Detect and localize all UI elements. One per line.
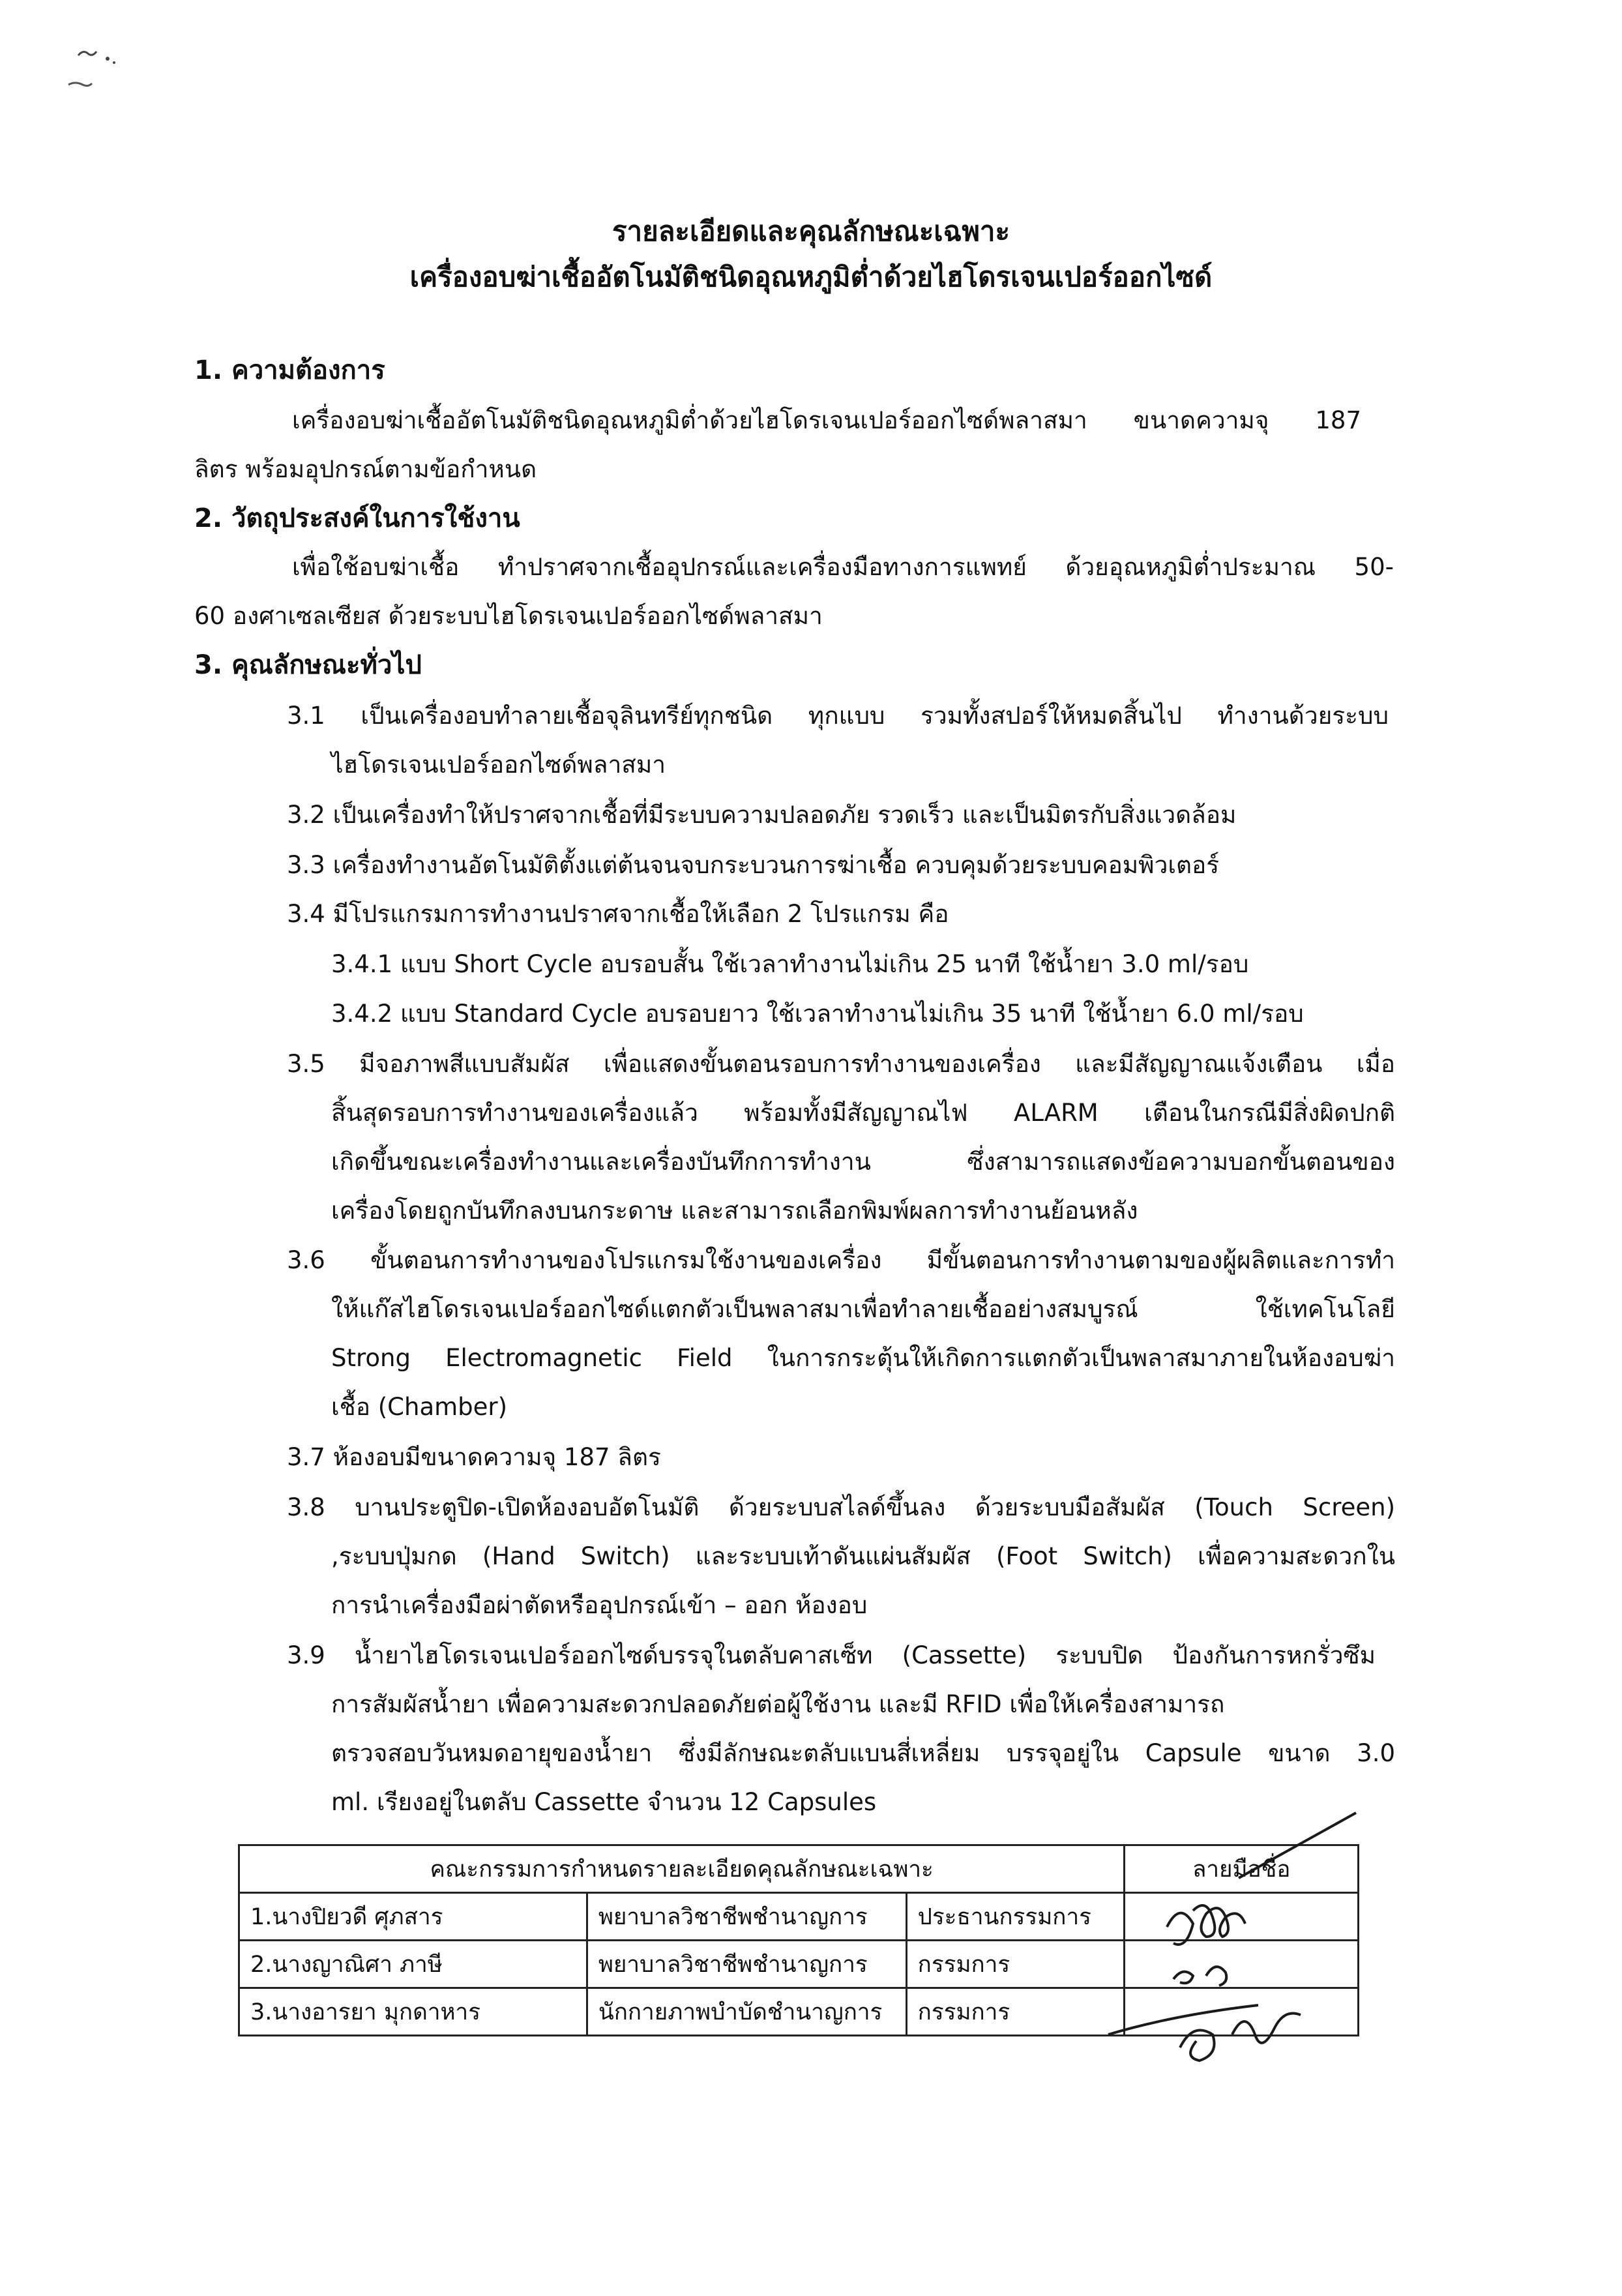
spec-item-3-8-cont: การนำเครื่องมือผ่าตัดหรืออุปกรณ์เข้า – ออก ห้องอบ [331, 1591, 868, 1619]
spec-item-3-8-cont: ,ระบบปุ่มกด (Hand Switch) และระบบเท้าดันแผ่นสัมผัส (Foot Switch) เพื่อความสะดวกใน [331, 1542, 1395, 1570]
spec-item-3-5-cont: เกิดขึ้นขณะเครื่องทำงานและเครื่องบันทึกการทำงาน ซึ่งสามารถแสดงข้อความบอกขั้นตอนของ [331, 1148, 1395, 1176]
member-role: กรรมการ [906, 1988, 1125, 2036]
table-row [239, 1941, 1359, 1988]
member-position: พยาบาลวิชาชีพชำนาญการ [587, 1941, 906, 1988]
member-position: พยาบาลวิชาชีพชำนาญการ [587, 1893, 906, 1941]
section2-line: 60 องศาเซลเซียส ด้วยระบบไฮโดรเจนเปอร์ออกไซด์พลาสมา [194, 602, 823, 630]
member-name: 3.นางอารยา มุกดาหาร [239, 1988, 587, 2036]
member-role: ประธานกรรมการ [906, 1893, 1125, 1941]
scan-smudge-mark [62, 20, 140, 98]
member-signature-cell [1125, 1988, 1359, 2036]
section2-line: เพื่อใช้อบฆ่าเชื้อ ทำปราศจากเชื้ออุปกรณ์และเครื่องมือทางการแพทย์ ด้วยอุณหภูมิต่ำประมาณ 50- [292, 553, 1394, 581]
spec-item-3-6: 3.6 ขั้นตอนการทำงานของโปรแกรมใช้งานของเครื่อง มีขั้นตอนการทำงานตามของผู้ผลิตและการทำ [287, 1246, 1395, 1274]
committee-header: คณะกรรมการกำหนดรายละเอียดคุณลักษณะเฉพาะ [239, 1845, 1125, 1893]
spec-item-3-4: 3.4 มีโปรแกรมการทำงานปราศจากเชื้อให้เลือก 2 โปรแกรม คือ [287, 900, 949, 928]
spec-item-3-9: 3.9 น้ำยาไฮโดรเจนเปอร์ออกไซด์บรรจุในตลับคาสเซ็ท (Cassette) ระบบปิด ป้องกันการหกรั่วซึม [287, 1641, 1376, 1669]
spec-item-3-9-cont: ml. เรียงอยู่ในตลับ Cassette จำนวน 12 Capsules [331, 1788, 877, 1816]
member-position: นักกายภาพบำบัดชำนาญการ [587, 1988, 906, 2036]
section2-heading: 2. วัตถุประสงค์ในการใช้งาน [194, 503, 520, 533]
spec-item-3-3: 3.3 เครื่องทำงานอัตโนมัติตั้งแต่ต้นจนจบกระบวนการฆ่าเชื้อ ควบคุมด้วยระบบคอมพิวเตอร์ [287, 851, 1220, 879]
spec-item-3-6-cont: ให้แก๊สไฮโดรเจนเปอร์ออกไซด์แตกตัวเป็นพลาสมาเพื่อทำลายเชื้ออย่างสมบูรณ์ ใช้เทคโนโลยี [331, 1295, 1395, 1323]
spec-item-3-9-cont: ตรวจสอบวันหมดอายุของน้ำยา ซึ่งมีลักษณะตลับแบนสี่เหลี่ยม บรรจุอยู่ใน Capsule ขนาด 3.0 [331, 1739, 1395, 1767]
committee-header-row [239, 1845, 1359, 1893]
member-role: กรรมการ [906, 1941, 1125, 1988]
section1-line: ลิตร พร้อมอุปกรณ์ตามข้อกำหนด [194, 455, 537, 483]
committee-table [238, 1844, 1359, 2036]
spec-item-3-2: 3.2 เป็นเครื่องทำให้ปราศจากเชื้อที่มีระบบความปลอดภัย รวดเร็ว และเป็นมิตรกับสิ่งแวดล้อม [287, 801, 1237, 829]
member-signature-cell [1125, 1893, 1359, 1941]
spec-item-3-5-cont: สิ้นสุดรอบการทำงานของเครื่องแล้ว พร้อมทั้งมีสัญญาณไฟ ALARM เตือนในกรณีมีสิ่งผิดปกติ [331, 1099, 1395, 1127]
spec-item-3-7: 3.7 ห้องอบมีขนาดความจุ 187 ลิตร [287, 1443, 661, 1471]
spec-item-3-8: 3.8 บานประตูปิด-เปิดห้องอบอัตโนมัติ ด้วยระบบสไลด์ขึ้นลง ด้วยระบบมือสัมผัส (Touch Screen) [287, 1493, 1395, 1521]
spec-item-3-1: 3.1 เป็นเครื่องอบทำลายเชื้อจุลินทรีย์ทุกชนิด ทุกแบบ รวมทั้งสปอร์ให้หมดสิ้นไป ทำงานด้วยระบบ [287, 702, 1389, 730]
section1-heading: 1. ความต้องการ [194, 355, 385, 385]
document-title-line2: เครื่องอบฆ่าเชื้ออัตโนมัติชนิดอุณหภูมิต่ำด้วยไฮโดรเจนเปอร์ออกไซด์ [409, 261, 1213, 293]
document-title-line1: รายละเอียดและคุณลักษณะเฉพาะ [612, 215, 1010, 247]
table-row [239, 1893, 1359, 1941]
spec-item-3-1-cont: ไฮโดรเจนเปอร์ออกไซด์พลาสมา [331, 751, 666, 779]
table-row [239, 1988, 1359, 2036]
spec-item-3-5: 3.5 มีจอภาพสีแบบสัมผัส เพื่อแสดงขั้นตอนรอบการทำงานของเครื่อง และมีสัญญาณแจ้งเตือน เมื่อ [287, 1050, 1395, 1078]
member-name: 2.นางญาณิศา ภาษี [239, 1941, 587, 1988]
section3-heading: 3. คุณลักษณะทั่วไป [194, 650, 422, 680]
member-name: 1.นางปิยวดี ศุภสาร [239, 1893, 587, 1941]
spec-item-3-6-cont: Strong Electromagnetic Field ในการกระตุ้นให้เกิดการแตกตัวเป็นพลาสมาภายในห้องอบฆ่า [331, 1344, 1395, 1372]
spec-item-3-4-2: 3.4.2 แบบ Standard Cycle อบรอบยาว ใช้เวลาทำงานไม่เกิน 35 นาที ใช้น้ำยา 6.0 ml/รอบ [331, 1000, 1304, 1028]
spec-item-3-9-cont: การสัมผัสน้ำยา เพื่อความสะดวกปลอดภัยต่อผู้ใช้งาน และมี RFID เพื่อให้เครื่องสามารถ [331, 1690, 1225, 1718]
member-signature-cell [1125, 1941, 1359, 1988]
spec-item-3-6-cont: เชื้อ (Chamber) [331, 1393, 508, 1421]
section1-line: เครื่องอบฆ่าเชื้ออัตโนมัติชนิดอุณหภูมิต่ำด้วยไฮโดรเจนเปอร์ออกไซด์พลาสมา ขนาดความจุ 187 [292, 406, 1361, 434]
signature-header: ลายมือชื่อ [1125, 1845, 1359, 1893]
spec-item-3-4-1: 3.4.1 แบบ Short Cycle อบรอบสั้น ใช้เวลาทำงานไม่เกิน 25 นาที ใช้น้ำยา 3.0 ml/รอบ [331, 950, 1249, 978]
spec-item-3-5-cont: เครื่องโดยถูกบันทึกลงบนกระดาษ และสามารถเลือกพิมพ์ผลการทำงานย้อนหลัง [331, 1197, 1138, 1225]
